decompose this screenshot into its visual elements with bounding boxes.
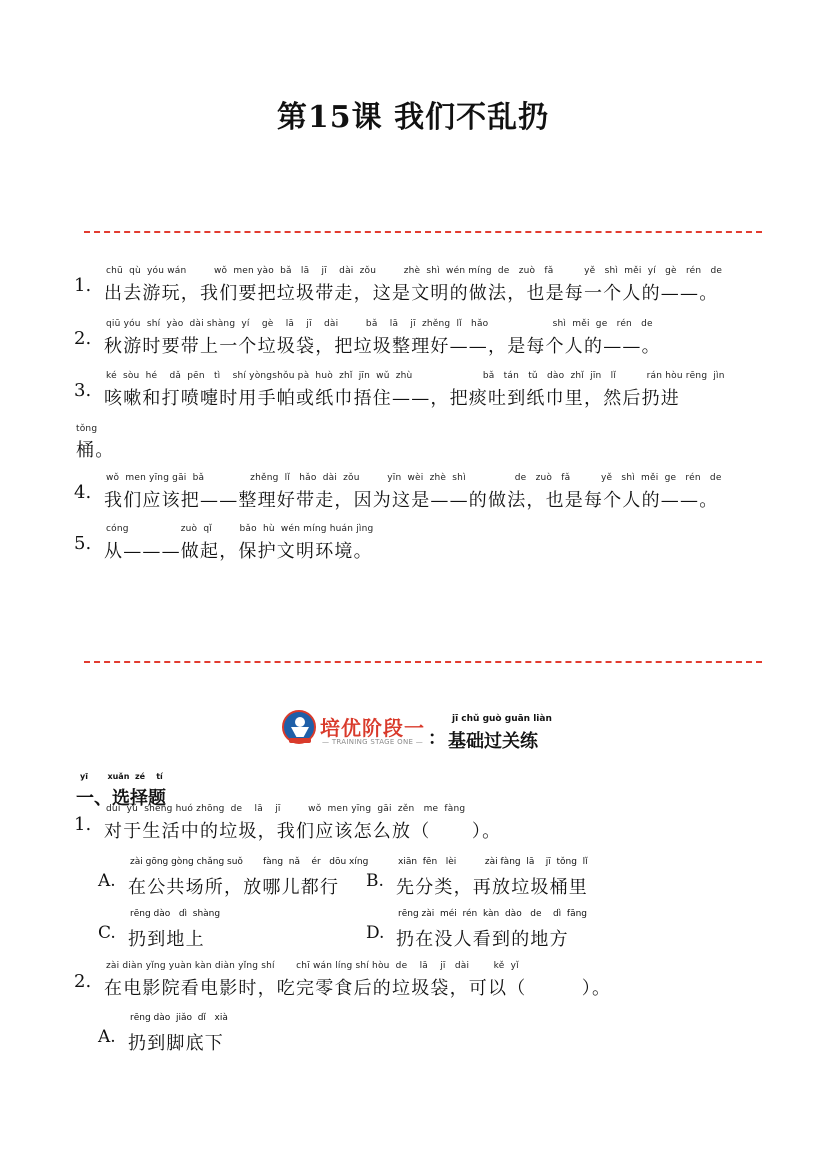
option-text: 在公共场所，放哪儿都行 xyxy=(128,877,340,898)
question-pinyin: duì yú shēng huó zhōng de lā jī wǒ men yīng gāi zěn me fàng xyxy=(106,804,466,814)
question-text: 出去游玩，我们要把垃圾带走，这是文明的做法，也是每一个人的——。 xyxy=(104,283,719,304)
option-label: A. xyxy=(98,871,116,891)
page-title: 第15课 我们不乱扔 xyxy=(276,100,550,135)
divider-top xyxy=(84,231,762,233)
stage-banner xyxy=(282,710,582,756)
section-title: 一、选择题 xyxy=(76,788,166,809)
option-label: C. xyxy=(98,923,116,943)
option-text: 先分类，再放垃圾桶里 xyxy=(396,877,588,898)
question-text: 秋游时要带上一个垃圾袋，把垃圾整理好——，是每个人的——。 xyxy=(104,336,661,357)
question-text: 从———做起，保护文明环境。 xyxy=(104,541,373,562)
question-pinyin-wrap: tǒng xyxy=(76,424,98,434)
question-text: 对于生活中的垃圾，我们应该怎么放（ ）。 xyxy=(104,821,502,842)
section-pinyin: yī xuǎn zé tí xyxy=(80,772,163,781)
student-reading-icon xyxy=(282,710,316,744)
question-text: 咳嗽和打喷嚏时用手帕或纸巾捂住——，把痰吐到纸巾里，然后扔进 xyxy=(104,388,680,409)
option-pinyin: xiān fēn lèi zài fàng lā jī tǒng lǐ xyxy=(398,857,588,867)
question-text-wrap: 桶。 xyxy=(76,440,115,461)
question-pinyin: zài diàn yǐng yuàn kàn diàn yǐng shí chī wán líng shí hòu de lā jī dài kě yǐ xyxy=(106,961,519,971)
banner-pinyin: jī chǔ guò guān liàn xyxy=(452,714,552,724)
question-number: 1. xyxy=(74,814,92,835)
divider-middle xyxy=(84,661,762,663)
question-number: 4. xyxy=(74,482,92,503)
question-pinyin: chū qù yóu wán wǒ men yào bǎ lā jī dài zǒu zhè shì wén míng de zuò fǎ yě shì měi yí gè rén de xyxy=(106,266,723,276)
option-pinyin: zài gōng gòng chǎng suǒ fàng nǎ ér dōu xíng xyxy=(130,857,369,867)
question-pinyin: wǒ men yīng gāi bǎ zhěng lǐ hǎo dài zǒu yīn wèi zhè shì de zuò fǎ yě shì měi ge rén de xyxy=(106,473,722,483)
question-pinyin: ké sòu hé dǎ pēn tì shí yòngshǒu pà huò zhǐ jīn wǔ zhù bǎ tán tǔ dào zhǐ jīn lǐ rán hòu rēng jìn xyxy=(106,371,725,381)
question-number: 2. xyxy=(74,328,92,349)
option-pinyin: rēng dào dì shàng xyxy=(130,909,221,919)
question-text: 我们应该把——整理好带走，因为这是——的做法，也是每个人的——。 xyxy=(104,490,719,511)
banner-title: 培优阶段一 xyxy=(320,716,425,740)
question-number: 1. xyxy=(74,275,92,296)
question-pinyin: cóng zuò qǐ bǎo hù wén míng huán jìng xyxy=(106,524,374,534)
option-label: B. xyxy=(366,871,384,891)
banner-label: 基础过关练 xyxy=(448,731,538,752)
option-text: 扔到地上 xyxy=(128,929,205,950)
question-number: 5. xyxy=(74,533,92,554)
banner-subtitle: — TRAINING STAGE ONE — xyxy=(322,738,424,746)
option-text: 扔在没人看到的地方 xyxy=(396,929,569,950)
option-text: 扔到脚底下 xyxy=(128,1033,224,1054)
question-number: 3. xyxy=(74,380,92,401)
option-pinyin: rēng dào jiǎo dǐ xià xyxy=(130,1013,228,1023)
question-number: 2. xyxy=(74,971,92,992)
question-text: 在电影院看电影时，吃完零食后的垃圾袋，可以（ ）。 xyxy=(104,978,612,999)
option-pinyin: rēng zài méi rén kàn dào de dì fāng xyxy=(398,909,588,919)
option-label: A. xyxy=(98,1027,116,1047)
banner-colon: ： xyxy=(428,728,446,749)
question-pinyin: qiū yóu shí yào dài shàng yí gè lā jī dài bǎ lā jī zhěng lǐ hǎo shì měi ge rén de xyxy=(106,319,653,329)
option-label: D. xyxy=(366,923,385,943)
